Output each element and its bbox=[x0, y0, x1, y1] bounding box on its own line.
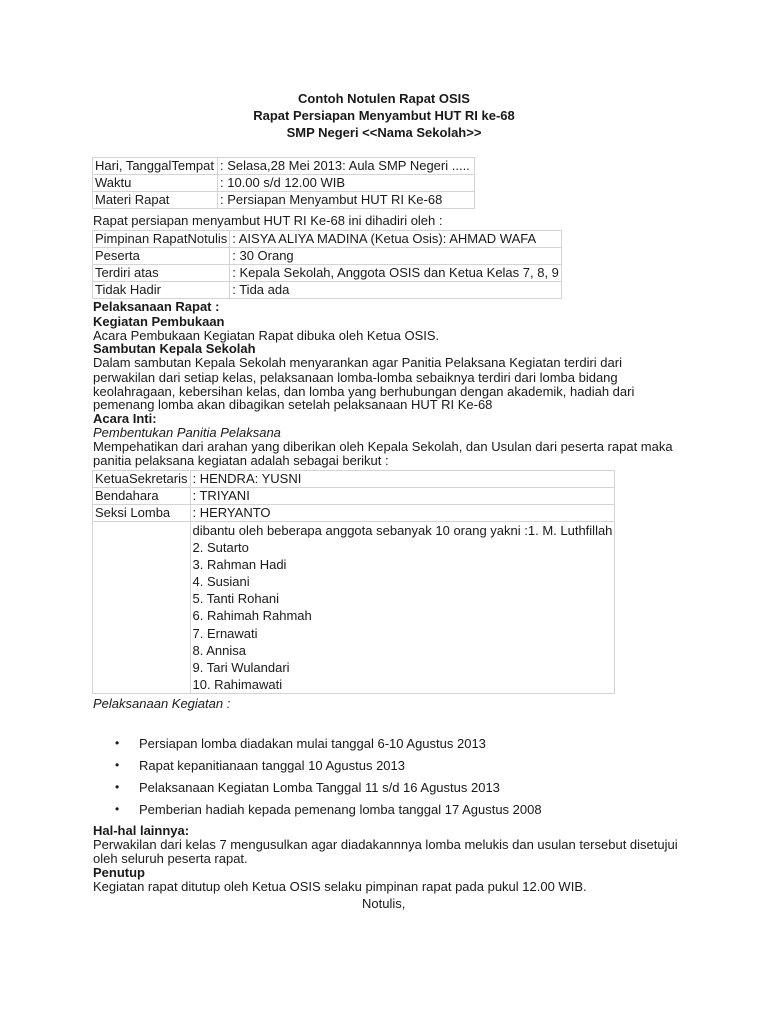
signature-label: Notulis, bbox=[362, 896, 406, 911]
table-cell-value: : Selasa,28 Mei 2013: Aula SMP Negeri ..... bbox=[218, 158, 475, 175]
list-item: Pemberian hadiah kepada pemenang lomba tanggal 17 Agustus 2008 bbox=[139, 802, 542, 817]
document-title: Contoh Notulen Rapat OSIS bbox=[298, 91, 470, 106]
pembentukan-heading: Pembentukan Panitia Pelaksana bbox=[93, 425, 281, 440]
table-cell-label: Seksi Lomba bbox=[93, 505, 191, 522]
list-item: 5. Tanti Rohani bbox=[192, 591, 279, 607]
table-row bbox=[93, 192, 475, 209]
table-cell-value: : 30 Orang bbox=[230, 248, 562, 265]
table-row bbox=[93, 282, 562, 299]
document-school-line: SMP Negeri <<Nama Sekolah>> bbox=[286, 125, 482, 140]
table-row bbox=[93, 248, 562, 265]
table-cell-label: Tidak Hadir bbox=[93, 282, 230, 299]
penutup-text: Kegiatan rapat ditutup oleh Ketua OSIS selaku pimpinan rapat pada pukul 12.00 WIB. bbox=[93, 879, 587, 894]
table-cell-value: : Persiapan Menyambut HUT RI Ke-68 bbox=[218, 192, 475, 209]
table-row bbox=[93, 231, 562, 248]
list-item: Pelaksanaan Kegiatan Lomba Tanggal 11 s/d 16 Agustus 2013 bbox=[139, 780, 500, 795]
hal-hal-line: Perwakilan dari kelas 7 mengusulkan agar diadakannnya lomba melukis dan usulan tersebut disetujui bbox=[93, 837, 678, 852]
bullet-icon: • bbox=[115, 802, 120, 816]
table-row bbox=[93, 158, 475, 175]
list-item: Persiapan lomba diadakan mulai tanggal 6-10 Agustus 2013 bbox=[139, 736, 486, 751]
table-cell-value: : Tida ada bbox=[230, 282, 562, 299]
list-item: 9. Tari Wulandari bbox=[192, 659, 290, 675]
meeting-info-table bbox=[92, 157, 475, 209]
table-cell-empty bbox=[93, 522, 191, 694]
sambutan-heading: Sambutan Kepala Sekolah bbox=[93, 341, 256, 356]
bullet-icon: • bbox=[115, 736, 120, 750]
table-row bbox=[93, 471, 615, 488]
table-cell-value: : HENDRA: YUSNI bbox=[190, 471, 615, 488]
list-item: dibantu oleh beberapa anggota sebanyak 10 orang yakni :1. M. Luthfillah bbox=[192, 523, 613, 538]
list-item: 8. Annisa bbox=[192, 642, 246, 658]
bullet-icon: • bbox=[115, 758, 120, 772]
table-cell-value: : 10.00 s/d 12.00 WIB bbox=[218, 175, 475, 192]
hal-hal-heading: Hal-hal lainnya: bbox=[93, 823, 190, 838]
table-cell-value: : TRIYANI bbox=[190, 488, 615, 505]
pelaksanaan-kegiatan-heading: Pelaksanaan Kegiatan : bbox=[93, 696, 231, 711]
table-row bbox=[93, 522, 615, 694]
table-cell-label: Bendahara bbox=[93, 488, 191, 505]
pembukaan-text: Acara Pembukaan Kegiatan Rapat dibuka oleh Ketua OSIS. bbox=[93, 328, 440, 343]
list-item: 2. Sutarto bbox=[192, 540, 249, 556]
table-cell-label: Materi Rapat bbox=[93, 192, 218, 209]
table-row bbox=[93, 265, 562, 282]
bullet-icon: • bbox=[115, 780, 120, 794]
table-cell-label: Hari, TanggalTempat bbox=[93, 158, 218, 175]
list-item: 7. Ernawati bbox=[192, 625, 258, 641]
list-item: 4. Susiani bbox=[192, 574, 250, 590]
sambutan-line: Dalam sambutan Kepala Sekolah menyarankan agar Panitia Pelaksana Kegiatan terdiri dari bbox=[93, 355, 622, 370]
table-cell-label: Waktu bbox=[93, 175, 218, 192]
list-item: Rapat kepanitianaan tanggal 10 Agustus 2013 bbox=[139, 758, 405, 773]
attendance-table bbox=[92, 230, 562, 299]
table-cell-value: : AISYA ALIYA MADINA (Ketua Osis): AHMAD WAFA bbox=[230, 231, 562, 248]
pelaksanaan-rapat-heading: Pelaksanaan Rapat : bbox=[93, 299, 220, 314]
table-cell-value: : HERYANTO bbox=[190, 505, 615, 522]
document-subtitle: Rapat Persiapan Menyambut HUT RI ke-68 bbox=[253, 108, 515, 123]
committee-table bbox=[92, 470, 615, 694]
table-cell-label: KetuaSekretaris bbox=[93, 471, 191, 488]
list-item: 10. Rahimawati bbox=[192, 676, 283, 692]
sambutan-line: pemenang lomba akan dibagikan setelah pelaksanaan HUT RI Ke-68 bbox=[93, 397, 493, 412]
table-row bbox=[93, 505, 615, 522]
pembentukan-line: Mempehatikan dari arahan yang diberikan oleh Kepala Sekolah, dan Usulan dari peserta rapat maka bbox=[93, 439, 673, 454]
hal-hal-line: oleh seluruh peserta rapat. bbox=[93, 851, 248, 866]
pembentukan-line: panitia pelaksana kegiatan adalah sebagai berikut : bbox=[93, 453, 389, 468]
attendance-intro: Rapat persiapan menyambut HUT RI Ke-68 ini dihadiri oleh : bbox=[93, 213, 443, 228]
table-cell-value: : Kepala Sekolah, Anggota OSIS dan Ketua Kelas 7, 8, 9 bbox=[230, 265, 562, 282]
table-cell-label: Peserta bbox=[93, 248, 230, 265]
sambutan-line: keolahragaan, kebersihan kelas, dan lomba yang berhubungan dengan akademik, hadiah dari bbox=[93, 384, 635, 399]
table-row bbox=[93, 488, 615, 505]
sambutan-line: perwakilan dari setiap kelas, pelaksanaan lomba-lomba sebaiknya terdiri dari lomba bidang bbox=[93, 370, 618, 385]
list-item: 6. Rahimah Rahmah bbox=[192, 608, 312, 624]
anggota-list-cell bbox=[190, 522, 615, 694]
table-cell-label: Pimpinan RapatNotulis bbox=[93, 231, 230, 248]
penutup-heading: Penutup bbox=[93, 865, 145, 880]
list-item: 3. Rahman Hadi bbox=[192, 557, 287, 573]
table-cell-label: Terdiri atas bbox=[93, 265, 230, 282]
acara-inti-heading: Acara Inti: bbox=[93, 411, 157, 426]
table-row bbox=[93, 175, 475, 192]
pembukaan-heading: Kegiatan Pembukaan bbox=[93, 314, 225, 329]
